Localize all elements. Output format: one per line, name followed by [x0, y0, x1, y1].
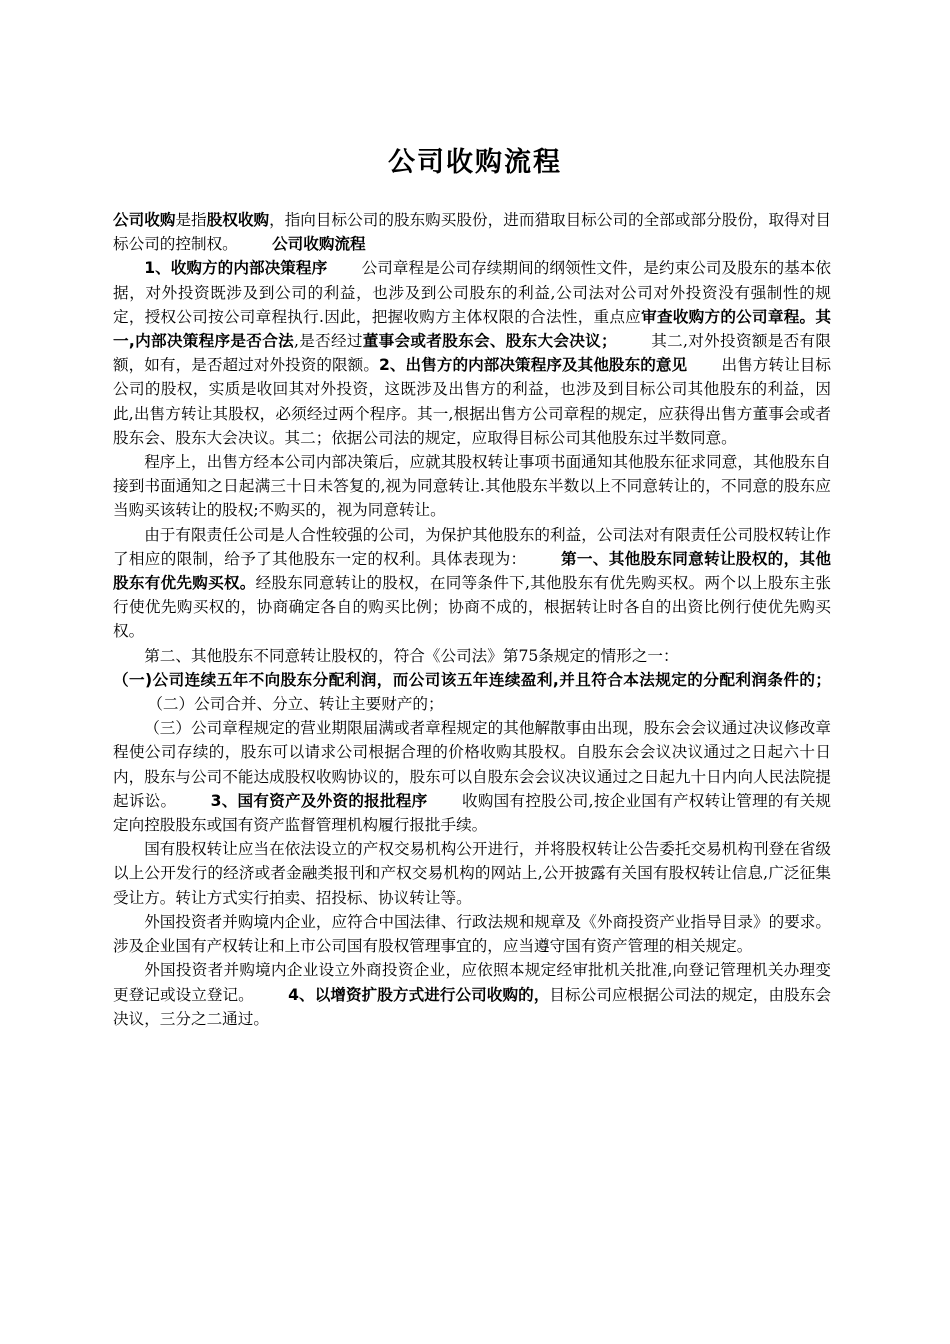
document-body: [113, 208, 831, 1031]
paragraph-third-case: （三）公司章程规定的营业期限届满或者章程规定的其他解散事由出现，股东会会议通过决议修改章程使公司存续的，股东可以请求公司根据合理的价格收购其股权。自股东会会议决议通过之日起六十日内，股东与公司不能达成股权收购协议的，股东可以自股东会会议决议通过之日起九十日内向人民法院提起诉讼。 3、国有资产及外资的报批程序 收购国有控股公司,按企业国有产权转让管理的有关规定向控股股东或国有资产监督管理机构履行报批手续。: [113, 719, 831, 835]
section-heading-process: 公司收购流程: [272, 235, 366, 254]
heading-step-1: 1、收购方的内部决策程序: [144, 259, 328, 278]
paragraph-second-case: 第二、其他股东不同意转让股权的，符合《公司法》第75条规定的情形之一： （一)公司连续五年不向股东分配利润，而公司该五年连续盈利,并且符合本法规定的分配利润条件的；（二）公司合并、分立、转让主要财产的；: [113, 646, 831, 714]
paragraph-state-equity: 国有股权转让应当在依法设立的产权交易机构公开进行，并将股权转让公告委托交易机构刊登在省级以上公开发行的经济或者金融类报刊和产权交易机构的网站上,公开披露有关国有股权转让信息,广泛征集受让方。转让方式实行拍卖、招投标、协议转让等。: [113, 840, 831, 907]
paragraph-procedure: 程序上，出售方经本公司内部决策后，应就其股权转让事项书面通知其他股东征求同意，其他股东自接到书面通知之日起满三十日未答复的,视为同意转让.其他股东半数以上不同意转让的，不同意的股东应当购买该转让的股权;不购买的，视为同意转让。: [113, 453, 831, 520]
paragraph-intro: 公司收购是指股权收购，指向目标公司的股东购买股份，进而猎取目标公司的全部或部分股份，取得对目标公司的控制权。 公司收购流程: [113, 211, 831, 254]
paragraph-internal-decision: 1、收购方的内部决策程序 公司章程是公司存续期间的纲领性文件，是约束公司及股东的基本依据，对外投资既涉及到公司的利益，也涉及到公司股东的利益,公司法对公司对外投资没有强制性的规定，授权公司按公司章程执行.因此，把握收购方主体权限的合法性，重点应审查收购方的公司章程。其一,内部决策程序是否合法,是否经过董事会或者股东会、股东大会决议； 其二,对外投资额是否有限额，如有，是否超过对外投资的限额。2、出售方的内部决策程序及其他股东的意见 出售方转让目标公司的股权，实质是收回其对外投资，这既涉及出售方的利益，也涉及到目标公司其他股东的利益，因此,出售方转让其股权，必须经过两个程序。其一,根据出售方公司章程的规定，应获得出售方董事会或者股东会、股东大会决议。其二；依据公司法的规定，应取得目标公司其他股东过半数同意。: [113, 259, 831, 447]
paragraph-foreign-enterprise: 外国投资者并购境内企业设立外商投资企业，应依照本规定经审批机关批准,向登记管理机关办理变更登记或设立登记。 4、以增资扩股方式进行公司收购的，目标公司应根据公司法的规定，由股东会决议，三分之二通过。: [113, 961, 831, 1028]
term-equity-acquisition: 股权收购: [206, 211, 270, 229]
term-company-acquisition: 公司收购: [113, 211, 176, 229]
document-title: 公司收购流程: [388, 147, 562, 178]
heading-step-4: 4、以增资扩股方式进行公司收购的，: [288, 985, 550, 1004]
paragraph-limited-liability: 由于有限责任公司是人合性较强的公司，为保护其他股东的利益，公司法对有限责任公司股权转让作了相应的限制，给予了其他股东一定的权利。具体表现为： 第一、其他股东同意转让股权的，其他股东有优先购买权。经股东同意转让的股权，在同等条件下,其他股东有优先购买权。两个以上股东主张行使优先购买权的，协商确定各自的购买比例；协商不成的，根据转让时各自的出资比例行使优先购买权。: [113, 525, 831, 641]
paragraph-foreign-investors: 外国投资者并购境内企业，应符合中国法律、行政法规和规章及《外商投资产业指导目录》的要求。涉及企业国有产权转让和上市公司国有股权管理事宜的，应当遵守国有资产管理的相关规定。: [113, 912, 831, 956]
heading-step-2: 2、出售方的内部决策程序及其他股东的意见: [378, 356, 688, 375]
heading-step-3: 3、国有资产及外资的报批程序: [210, 791, 428, 810]
